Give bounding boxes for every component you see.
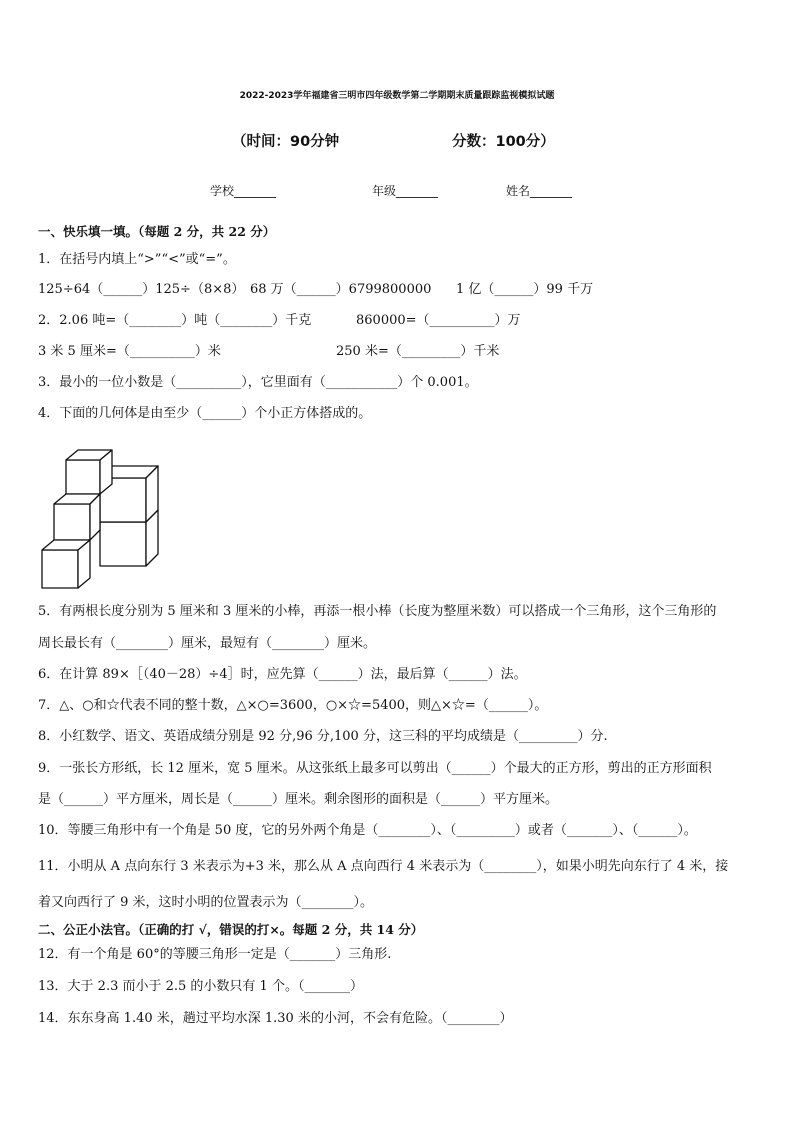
section2-heading: 二、公正小法官。（正确的打 √，错误的打×。每题 2 分，共 14 分） bbox=[38, 922, 424, 937]
question-4: 4．下面的几何体是由至少（______）个小正方体搭成的。 bbox=[38, 406, 372, 421]
question-2c: 3 米 5 厘米=（__________）米 bbox=[38, 344, 221, 359]
exam-score: 分数：100分） bbox=[452, 134, 555, 150]
question-2d: 250 米=（_________）千米 bbox=[336, 344, 500, 359]
cube-bottom-right bbox=[100, 522, 146, 566]
question-12: 12．有一个角是 60°的等腰三角形一定是（_______）三角形. bbox=[38, 947, 392, 962]
cube-middle-left bbox=[54, 504, 90, 540]
question-5-line2: 周长最长有（________）厘米，最短有（________）厘米。 bbox=[38, 636, 377, 651]
cube-stack-figure bbox=[40, 446, 164, 592]
question-2b: 860000=（__________）万 bbox=[356, 313, 521, 328]
page-title: 2022-2023学年福建省三明市四年级数学第二学期期末质量跟踪监视模拟试题 bbox=[239, 91, 555, 101]
question-1a: 125÷64（______）125÷（8×8） bbox=[38, 282, 245, 297]
question-1: 1．在括号内填上“>”“<”或“=”。 bbox=[38, 252, 236, 267]
section1-heading: 一、快乐填一填。（每题 2 分，共 22 分） bbox=[38, 224, 276, 239]
question-9-line2: 是（______）平方厘米，周长是（______）厘米。剩余图形的面积是（______）平方厘米。 bbox=[38, 792, 559, 807]
question-2a: 2．2.06 吨=（________）吨（________）千克 bbox=[38, 313, 312, 328]
question-6: 6．在计算 89×［（40－28）÷4］时，应先算（______）法，最后算（______）法。 bbox=[38, 667, 527, 682]
question-8: 8．小红数学、语文、英语成绩分别是 92 分,96 分,100 分，这三科的平均成绩是（_________）分. bbox=[38, 729, 608, 744]
grade-field: 年级_______ bbox=[372, 184, 439, 198]
question-7: 7．△、○和☆代表不同的整十数，△×○=3600，○×☆=5400，则△×☆=（______）。 bbox=[38, 698, 548, 713]
question-9-line1: 9．一张长方形纸，长 12 厘米，宽 5 厘米。从这张纸上最多可以剪出（______）个最大的正方形，剪出的正方形面积 bbox=[38, 761, 712, 776]
question-1c: 1 亿（______）99 千万 bbox=[456, 282, 594, 297]
exam-time: （时间：90分钟 bbox=[232, 134, 340, 150]
cube-top bbox=[66, 460, 100, 494]
question-5-line1: 5．有两根长度分别为 5 厘米和 3 厘米的小棒，再添一根小棒（长度为整厘米数）可以搭成一个三角形，这个三角形的 bbox=[38, 604, 717, 619]
question-11-line1: 11．小明从 A 点向东行 3 米表示为+3 米，那么从 A 点向西行 4 米表示为（________），如果小明先向东行了 4 米，接 bbox=[38, 859, 729, 874]
cube-bottom-left bbox=[42, 550, 78, 588]
question-11-line2: 着又向西行了 9 米，这时小明的位置表示为（________）。 bbox=[38, 895, 374, 910]
name-field: 姓名_______ bbox=[506, 184, 573, 198]
question-1b: 68 万（______）6799800000 bbox=[250, 282, 432, 297]
question-3: 3．最小的一位小数是（__________），它里面有（___________）个 0.001。 bbox=[38, 375, 478, 390]
question-14: 14．东东身高 1.40 米，趟过平均水深 1.30 米的小河，不会有危险。（________） bbox=[38, 1011, 513, 1026]
question-13: 13．大于 2.3 而小于 2.5 的小数只有 1 个。（_______） bbox=[38, 979, 363, 994]
question-10: 10．等腰三角形中有一个角是 50 度，它的另外两个角是（________）、（_________）或者（_______）、（______）。 bbox=[38, 823, 697, 838]
school-field: 学校_______ bbox=[210, 184, 277, 198]
